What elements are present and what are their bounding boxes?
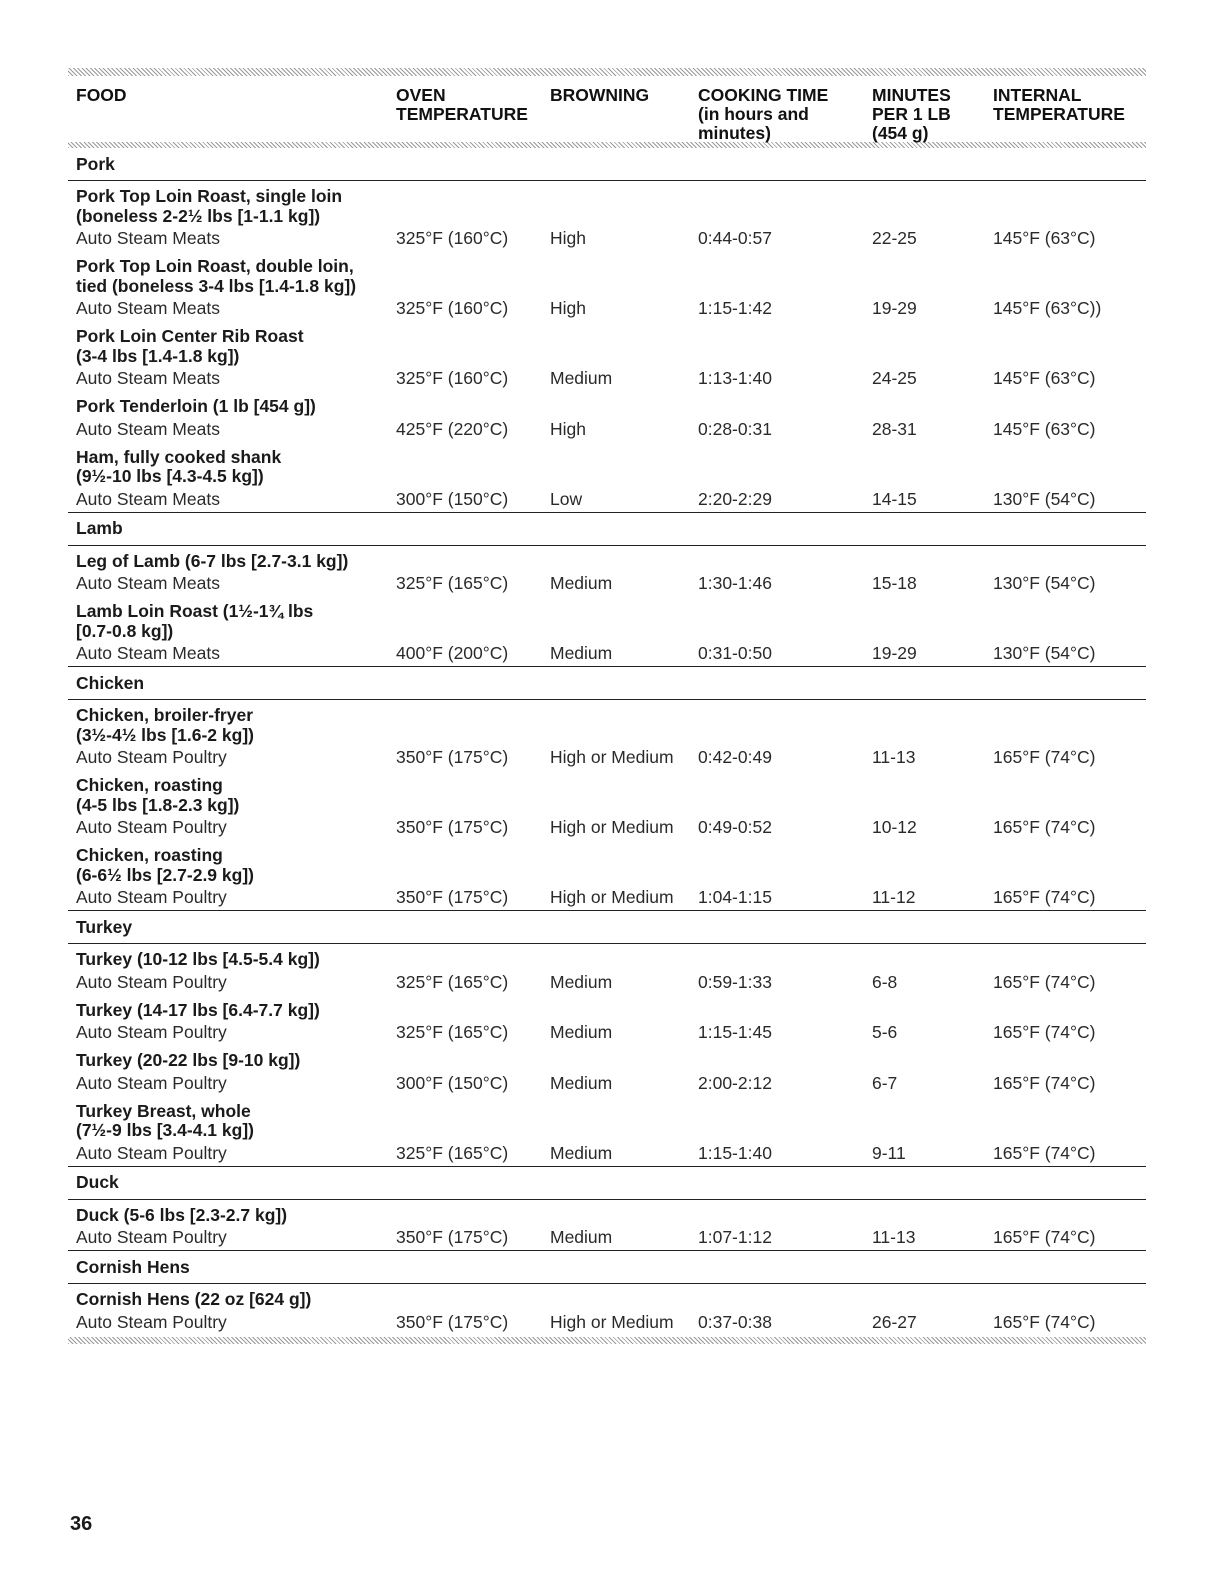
internal-temperature-cell: 165°F (74°C): [993, 747, 1096, 767]
internal-temperature-cell: 130°F (54°C): [993, 573, 1096, 593]
food-item-name: Duck (5-6 lbs [2.3-2.7 kg]): [76, 1204, 288, 1225]
cook-mode-cell: Auto Steam Meats: [76, 368, 220, 388]
table-row: [68, 885, 1146, 910]
food-item-name: Cornish Hens (22 oz [624 g]): [76, 1289, 312, 1309]
internal-temperature-cell: 165°F (74°C): [993, 1311, 1096, 1332]
cooking-time-cell: 0:42-0:49: [698, 747, 772, 767]
cook-mode-cell: Auto Steam Poultry: [76, 1072, 227, 1093]
cook-mode-cell: Auto Steam Meats: [76, 643, 220, 663]
header-food: FOOD: [76, 85, 127, 105]
food-item-name: Pork Tenderloin (1 lb [454 g]): [76, 396, 316, 416]
cook-mode-cell: Auto Steam Poultry: [76, 747, 227, 767]
internal-temperature-cell: 145°F (63°C): [993, 368, 1096, 388]
section-heading: Turkey: [68, 910, 1146, 944]
internal-temperature-cell: 145°F (63°C): [993, 418, 1096, 439]
food-item-name: Pork Top Loin Roast, single loin (boneless 2-2½ lbs [1-1.1 kg]): [76, 186, 343, 226]
section-heading: Chicken: [68, 666, 1146, 700]
cooking-time-cell: 0:31-0:50: [698, 643, 772, 663]
internal-temperature-cell: 145°F (63°C)): [993, 298, 1102, 318]
internal-temperature-cell: 130°F (54°C): [993, 643, 1096, 663]
browning-cell: High or Medium: [550, 747, 674, 767]
internal-temperature-cell: 165°F (74°C): [993, 1227, 1096, 1247]
table-row: [68, 970, 1146, 995]
cooking-time-cell: 2:20-2:29: [698, 488, 772, 509]
table-row: [68, 296, 1146, 321]
table-row: [68, 226, 1146, 251]
browning-cell: Medium: [550, 1227, 613, 1247]
browning-cell: Medium: [550, 643, 613, 663]
food-item-name: Chicken, roasting (6-6½ lbs [2.7-2.9 kg]): [76, 845, 254, 885]
section-heading: Cornish Hens: [68, 1250, 1146, 1284]
cook-mode-cell: Auto Steam Poultry: [76, 1142, 227, 1163]
cooking-time-cell: 0:49-0:52: [698, 817, 772, 837]
cooking-time-cell: 0:59-1:33: [698, 971, 772, 992]
table-row: [68, 366, 1146, 391]
header-minutes-per-lb: MINUTES PER 1 LB (454 g): [872, 85, 951, 143]
table-row: [68, 1310, 1146, 1335]
minutes-per-lb-cell: 19-29: [872, 643, 917, 663]
cook-mode-cell: Auto Steam Meats: [76, 573, 220, 593]
minutes-per-lb-cell: 9-11: [872, 1142, 906, 1163]
internal-temperature-cell: 130°F (54°C): [993, 488, 1096, 509]
oven-temperature-cell: 425°F (220°C): [396, 418, 509, 439]
oven-temperature-cell: 350°F (175°C): [396, 1311, 509, 1332]
food-item-name: Turkey Breast, whole (7½-9 lbs [3.4-4.1 kg]): [76, 1100, 254, 1140]
cook-mode-cell: Auto Steam Poultry: [76, 1227, 227, 1247]
table-row: [68, 571, 1146, 596]
internal-temperature-cell: 145°F (63°C): [993, 228, 1096, 248]
oven-temperature-cell: 350°F (175°C): [396, 747, 509, 767]
food-item-name: Pork Top Loin Roast, double loin, tied (boneless 3-4 lbs [1.4-1.8 kg]): [76, 256, 357, 296]
section-heading: Duck: [68, 1166, 1146, 1200]
cooking-time-cell: 0:44-0:57: [698, 228, 772, 248]
internal-temperature-cell: 165°F (74°C): [993, 1022, 1096, 1042]
browning-cell: High or Medium: [550, 887, 674, 907]
browning-cell: Medium: [550, 368, 613, 388]
minutes-per-lb-cell: 6-8: [872, 971, 898, 992]
oven-temperature-cell: 325°F (165°C): [396, 971, 509, 992]
minutes-per-lb-cell: 19-29: [872, 298, 917, 318]
table-row: [68, 487, 1146, 512]
browning-cell: Medium: [550, 1072, 613, 1093]
oven-temperature-cell: 350°F (175°C): [396, 887, 509, 907]
header-cooking-time: COOKING TIME (in hours and minutes): [698, 85, 829, 143]
browning-cell: High: [550, 298, 586, 318]
minutes-per-lb-cell: 10-12: [872, 817, 917, 837]
cook-mode-cell: Auto Steam Poultry: [76, 817, 227, 837]
table-row: [68, 815, 1146, 840]
browning-cell: Low: [550, 488, 583, 509]
internal-temperature-cell: 165°F (74°C): [993, 1142, 1096, 1163]
food-item-name: Turkey (14-17 lbs [6.4-7.7 kg]): [76, 999, 320, 1020]
internal-temperature-cell: 165°F (74°C): [993, 817, 1096, 837]
minutes-per-lb-cell: 11-13: [872, 1227, 916, 1247]
cooking-time-cell: 1:04-1:15: [698, 887, 772, 907]
table-row: [68, 641, 1146, 666]
cooking-time-cell: 0:28-0:31: [698, 418, 772, 439]
table-row: [68, 1071, 1146, 1096]
minutes-per-lb-cell: 22-25: [872, 228, 917, 248]
food-item-name: Pork Loin Center Rib Roast (3-4 lbs [1.4-1.8 kg]): [76, 326, 304, 366]
food-item-name: Turkey (20-22 lbs [9-10 kg]): [76, 1050, 301, 1070]
food-item-name: Leg of Lamb (6-7 lbs [2.7-3.1 kg]): [76, 550, 349, 571]
browning-cell: High: [550, 418, 586, 439]
minutes-per-lb-cell: 28-31: [872, 418, 917, 439]
cook-mode-cell: Auto Steam Poultry: [76, 971, 227, 992]
minutes-per-lb-cell: 11-13: [872, 747, 916, 767]
oven-temperature-cell: 350°F (175°C): [396, 817, 509, 837]
oven-temperature-cell: 325°F (160°C): [396, 368, 509, 388]
bottom-hatch-rule: [68, 1337, 1146, 1344]
browning-cell: Medium: [550, 1142, 613, 1163]
cook-mode-cell: Auto Steam Meats: [76, 228, 220, 248]
cooking-time-cell: 2:00-2:12: [698, 1072, 772, 1093]
browning-cell: Medium: [550, 573, 613, 593]
header-internal-temperature: INTERNAL TEMPERATURE: [993, 85, 1125, 124]
oven-temperature-cell: 325°F (165°C): [396, 1022, 509, 1042]
minutes-per-lb-cell: 11-12: [872, 887, 916, 907]
minutes-per-lb-cell: 14-15: [872, 488, 917, 509]
cook-mode-cell: Auto Steam Meats: [76, 418, 220, 439]
oven-temperature-cell: 325°F (165°C): [396, 1142, 509, 1163]
browning-cell: High or Medium: [550, 1311, 674, 1332]
cooking-time-cell: 1:15-1:42: [698, 298, 772, 318]
cooking-time-cell: 1:30-1:46: [698, 573, 772, 593]
cooking-time-cell: 1:13-1:40: [698, 368, 772, 388]
table-row: [68, 417, 1146, 442]
minutes-per-lb-cell: 24-25: [872, 368, 917, 388]
minutes-per-lb-cell: 26-27: [872, 1311, 917, 1332]
cooking-time-cell: 1:15-1:45: [698, 1022, 772, 1042]
internal-temperature-cell: 165°F (74°C): [993, 887, 1096, 907]
minutes-per-lb-cell: 15-18: [872, 573, 917, 593]
section-heading: Pork: [68, 148, 1146, 181]
cooking-time-cell: 1:07-1:12: [698, 1227, 772, 1247]
table-body: [68, 148, 1146, 1335]
browning-cell: Medium: [550, 971, 613, 992]
table-row: [68, 1020, 1146, 1045]
food-item-name: Turkey (10-12 lbs [4.5-5.4 kg]): [76, 949, 320, 969]
header-browning: BROWNING: [550, 85, 650, 105]
food-item-name: Ham, fully cooked shank (9½-10 lbs [4.3-4.5 kg]): [76, 446, 282, 486]
cooking-time-cell: 1:15-1:40: [698, 1142, 772, 1163]
minutes-per-lb-cell: 6-7: [872, 1072, 898, 1093]
internal-temperature-cell: 165°F (74°C): [993, 971, 1096, 992]
oven-temperature-cell: 325°F (165°C): [396, 573, 509, 593]
oven-temperature-cell: 300°F (150°C): [396, 1072, 509, 1093]
cooking-time-cell: 0:37-0:38: [698, 1311, 772, 1332]
oven-temperature-cell: 350°F (175°C): [396, 1227, 509, 1247]
food-item-name: Chicken, broiler-fryer (3½-4½ lbs [1.6-2 kg]): [76, 705, 254, 745]
food-item-name: Chicken, roasting (4-5 lbs [1.8-2.3 kg]): [76, 775, 240, 815]
browning-cell: High or Medium: [550, 817, 674, 837]
oven-temperature-cell: 325°F (160°C): [396, 228, 509, 248]
cook-mode-cell: Auto Steam Poultry: [76, 887, 227, 907]
food-item-name: Lamb Loin Roast (1½-1¾ lbs [0.7-0.8 kg]): [76, 601, 314, 641]
table-header: [68, 76, 1146, 142]
page-number: 36: [70, 1513, 93, 1535]
internal-temperature-cell: 165°F (74°C): [993, 1072, 1096, 1093]
table-row: [68, 1225, 1146, 1250]
browning-cell: High: [550, 228, 586, 248]
cooking-chart: [68, 68, 1146, 1344]
oven-temperature-cell: 325°F (160°C): [396, 298, 509, 318]
section-heading: Lamb: [68, 512, 1146, 546]
top-hatch-rule: [68, 68, 1146, 76]
header-oven-temperature: OVEN TEMPERATURE: [396, 85, 528, 124]
cook-mode-cell: Auto Steam Poultry: [76, 1022, 227, 1042]
oven-temperature-cell: 400°F (200°C): [396, 643, 509, 663]
table-row: [68, 1141, 1146, 1166]
browning-cell: Medium: [550, 1022, 613, 1042]
cook-mode-cell: Auto Steam Meats: [76, 488, 220, 509]
table-row: [68, 745, 1146, 770]
minutes-per-lb-cell: 5-6: [872, 1022, 898, 1042]
oven-temperature-cell: 300°F (150°C): [396, 488, 509, 509]
cook-mode-cell: Auto Steam Poultry: [76, 1311, 227, 1332]
cook-mode-cell: Auto Steam Meats: [76, 298, 220, 318]
